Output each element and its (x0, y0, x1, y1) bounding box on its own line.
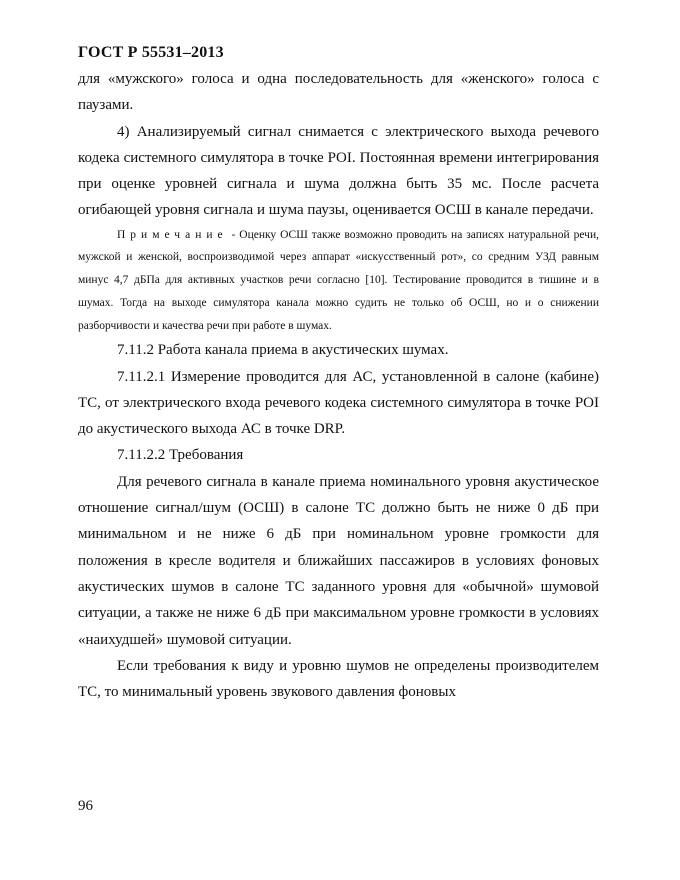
note-paragraph (78, 224, 599, 338)
document-body (78, 66, 599, 705)
section-heading-7-11-2-2: 7.11.2.2 Требования (117, 447, 244, 464)
paragraph-continuation: для «мужского» голоса и одна последовательность для «женского» голоса с паузами. (78, 71, 599, 114)
note-label: Примечание (117, 228, 228, 241)
page-number: 96 (78, 798, 93, 814)
paragraph-item-4: 4) Анализируемый сигнал снимается с электрического выхода речевого кодека системного симулятора в точке POI. Постоянная времени интегрирования при оценке уровней сигнала и шума должна быть 35 мс. После расчета огибающей уровня сигнала и шума паузы, оценивается ОСШ в канале передачи. (78, 123, 599, 219)
standard-header: ГОСТ Р 55531–2013 (78, 44, 224, 61)
paragraph-noise-level: Если требования к виду и уровню шумов не определены производителем ТС, то минимальный уровень звукового давления фоновых (78, 657, 599, 701)
requirements-paragraph: Для речевого сигнала в канале приема номинального уровня акустическое отношение сигнал/шум (ОСШ) в салоне ТС должно быть не ниже 0 дБ при минимальном и не ниже 6 дБ при номинальном уровне громкости для положения в кресле водителя и ближайших пассажиров в условиях фоновых акустических шумов в салоне ТС заданного уровня для «обычной» шумовой ситуации, а также не ниже 6 дБ при максимальном уровне громкости в условиях «наихудшей» шумовой ситуации. (78, 473, 599, 648)
paragraph-7-11-2-1: 7.11.2.1 Измерение проводится для АС, установленной в салоне (кабине) ТС, от электрического входа речевого кодека системного симулятора в точке POI до акустического выхода АС в точке DRP. (78, 368, 599, 438)
section-heading-7-11-2: 7.11.2 Работа канала приема в акустических шумах. (117, 342, 449, 359)
note-text: - Оценку ОСШ также возможно проводить на записях натуральной речи, мужской и женской, воспроизводимой через аппарат «искусственный рот», со средним УЗД равным минус 4,7 дБПа для активных участков речи согласно [10]. Тестирование проводится в тишине и в шумах. Тогда на выходе симулятора канала можно судить не только об ОСШ, но и о снижении разборчивости и качества речи при работе в шумах. (78, 228, 599, 332)
